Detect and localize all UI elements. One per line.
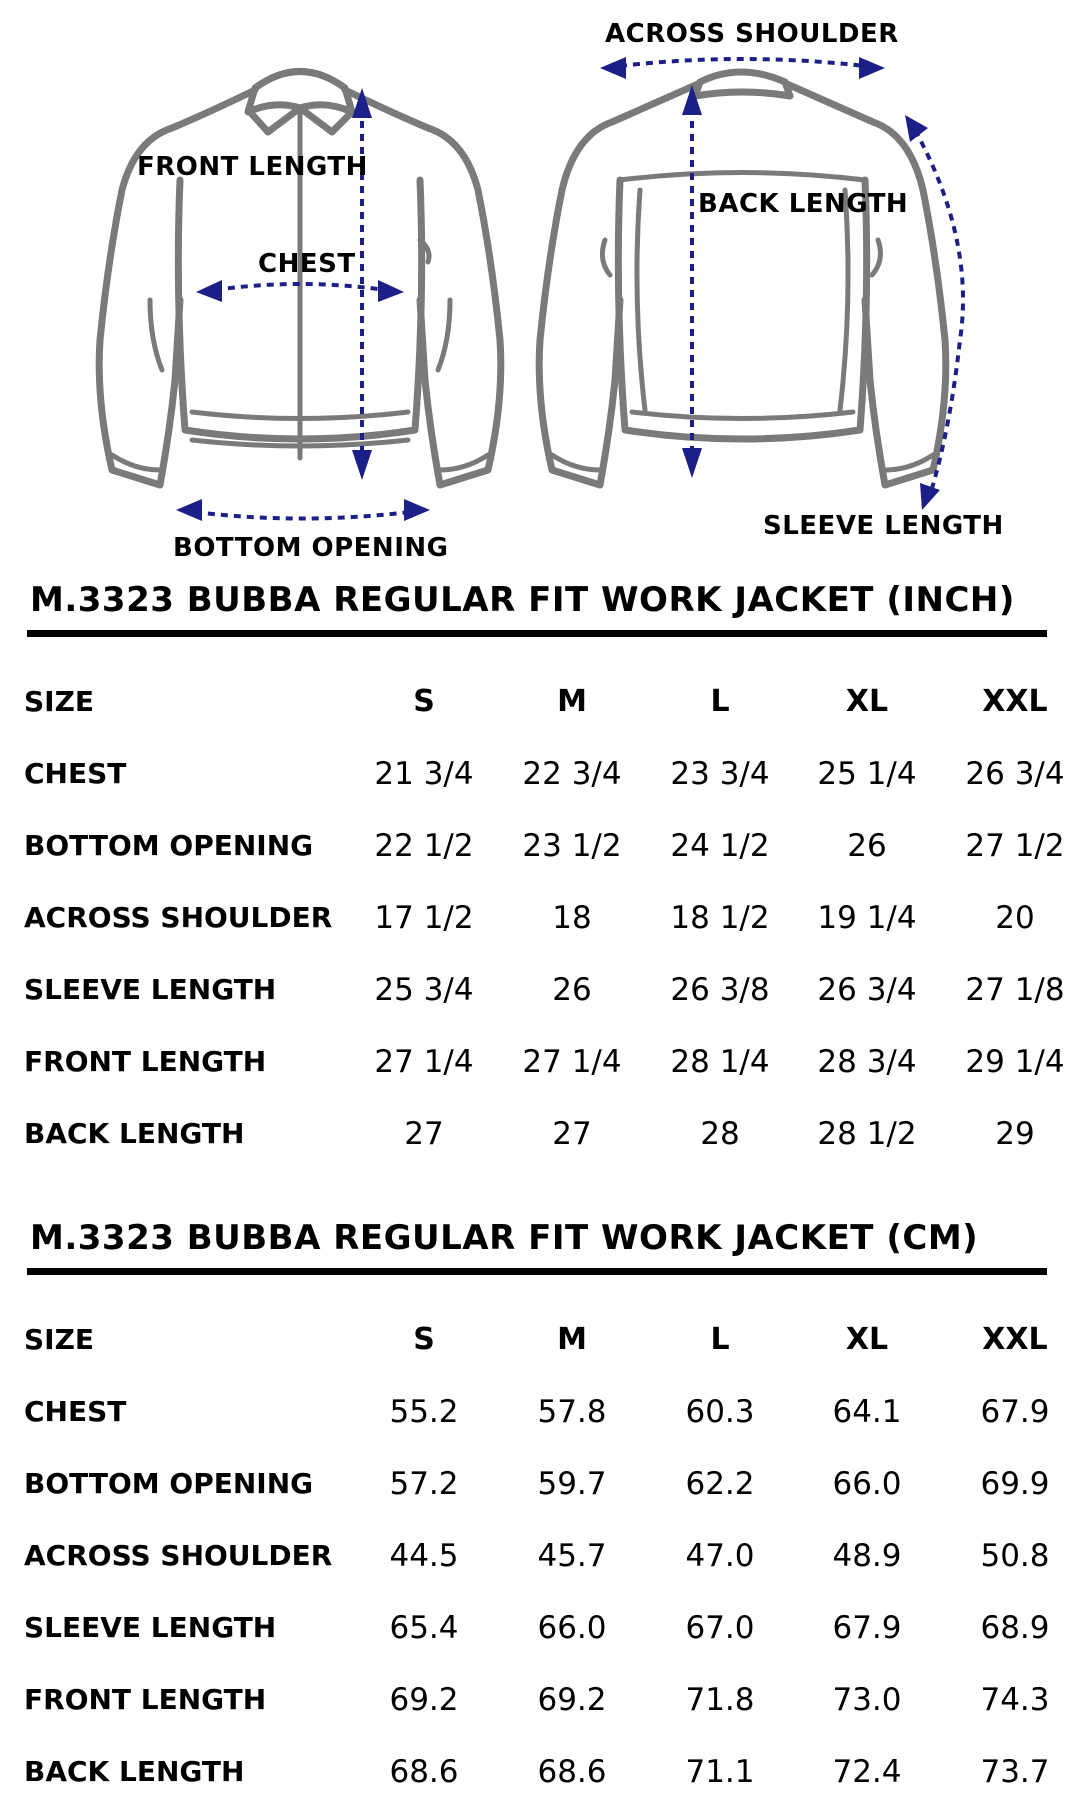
table-cell: 73.7 (980, 1754, 1050, 1790)
size-header: XXL (982, 684, 1048, 719)
table-cell: 28 1/2 (817, 1116, 917, 1152)
table-cell: 67.0 (685, 1610, 755, 1646)
table-cell: 59.7 (537, 1466, 607, 1502)
table-cell: 22 1/2 (374, 828, 474, 864)
table-cell: 26 3/4 (817, 972, 917, 1008)
table-cell: 71.1 (685, 1754, 755, 1790)
table-row (0, 1680, 1085, 1720)
row-label: SLEEVE LENGTH (24, 1611, 277, 1644)
row-label: BOTTOM OPENING (24, 1467, 314, 1500)
back-jacket-outline (539, 72, 946, 485)
table-cell: 27 1/2 (965, 828, 1065, 864)
label-across-shoulder: ACROSS SHOULDER (605, 19, 899, 49)
inch-size-section (0, 580, 1085, 1160)
label-sleeve-length: SLEEVE LENGTH (763, 511, 1004, 541)
jacket-diagram-svg (0, 0, 1085, 575)
row-label: SIZE (24, 1323, 95, 1356)
table-cell: 27 (404, 1116, 444, 1152)
table-cell: 22 3/4 (522, 756, 622, 792)
size-header: S (413, 684, 435, 719)
size-header: XL (845, 1322, 889, 1357)
table-cell: 71.8 (685, 1682, 755, 1718)
inch-table-title: M.3323 BUBBA REGULAR FIT WORK JACKET (INCH) (30, 580, 1015, 620)
table-cell: 23 3/4 (670, 756, 770, 792)
table-cell: 28 1/4 (670, 1044, 770, 1080)
measure-front-length (352, 88, 372, 480)
table-cell: 74.3 (980, 1682, 1050, 1718)
size-header: L (710, 684, 730, 719)
row-label: SIZE (24, 685, 95, 718)
row-label: FRONT LENGTH (24, 1683, 267, 1716)
label-bottom-opening: BOTTOM OPENING (173, 533, 449, 563)
size-header: S (413, 1322, 435, 1357)
row-label: ACROSS SHOULDER (24, 901, 333, 934)
size-header: M (557, 1322, 587, 1357)
label-front-length: FRONT LENGTH (137, 152, 368, 182)
size-header: M (557, 684, 587, 719)
table-cell: 44.5 (389, 1538, 459, 1574)
row-label: ACROSS SHOULDER (24, 1539, 333, 1572)
table-row (0, 1392, 1085, 1432)
table-cell: 26 (847, 828, 887, 864)
table-row (0, 970, 1085, 1010)
table-cell: 67.9 (980, 1394, 1050, 1430)
table-row (0, 1114, 1085, 1154)
table-row (0, 1464, 1085, 1504)
row-label: CHEST (24, 757, 127, 790)
table-cell: 72.4 (832, 1754, 902, 1790)
label-back-length: BACK LENGTH (698, 189, 909, 219)
row-label: SLEEVE LENGTH (24, 973, 277, 1006)
table-cell: 20 (995, 900, 1035, 936)
table-cell: 57.8 (537, 1394, 607, 1430)
table-cell: 21 3/4 (374, 756, 474, 792)
size-header: XXL (982, 1322, 1048, 1357)
table-row (0, 1608, 1085, 1648)
table-cell: 27 1/4 (374, 1044, 474, 1080)
table-cell: 19 1/4 (817, 900, 917, 936)
table-cell: 24 1/2 (670, 828, 770, 864)
table-row (0, 898, 1085, 938)
table-row (0, 1042, 1085, 1082)
table-cell: 26 3/4 (965, 756, 1065, 792)
table-row (0, 1536, 1085, 1576)
table-cell: 18 (552, 900, 592, 936)
table-cell: 60.3 (685, 1394, 755, 1430)
size-header: XL (845, 684, 889, 719)
table-cell: 69.2 (537, 1682, 607, 1718)
inch-title-divider (27, 630, 1047, 637)
table-cell: 73.0 (832, 1682, 902, 1718)
table-cell: 62.2 (685, 1466, 755, 1502)
table-cell: 69.9 (980, 1466, 1050, 1502)
table-cell: 23 1/2 (522, 828, 622, 864)
table-cell: 26 3/8 (670, 972, 770, 1008)
table-cell: 69.2 (389, 1682, 459, 1718)
table-cell: 28 (700, 1116, 740, 1152)
row-label: CHEST (24, 1395, 127, 1428)
table-cell: 68.6 (537, 1754, 607, 1790)
table-row (0, 826, 1085, 866)
table-cell: 29 1/4 (965, 1044, 1065, 1080)
table-cell: 17 1/2 (374, 900, 474, 936)
table-row (0, 1752, 1085, 1792)
table-cell: 65.4 (389, 1610, 459, 1646)
table-cell: 66.0 (537, 1610, 607, 1646)
row-label: BACK LENGTH (24, 1755, 245, 1788)
table-cell: 67.9 (832, 1610, 902, 1646)
table-cell: 28 3/4 (817, 1044, 917, 1080)
row-label: BOTTOM OPENING (24, 829, 314, 862)
table-cell: 48.9 (832, 1538, 902, 1574)
table-cell: 27 1/8 (965, 972, 1065, 1008)
measure-across-shoulder (600, 57, 885, 79)
label-chest: CHEST (258, 249, 356, 279)
table-cell: 55.2 (389, 1394, 459, 1430)
table-cell: 25 1/4 (817, 756, 917, 792)
table-cell: 66.0 (832, 1466, 902, 1502)
table-cell: 26 (552, 972, 592, 1008)
table-cell: 57.2 (389, 1466, 459, 1502)
table-header-row (0, 1320, 1085, 1360)
table-cell: 45.7 (537, 1538, 607, 1574)
table-cell: 27 1/4 (522, 1044, 622, 1080)
table-header-row (0, 682, 1085, 722)
table-cell: 64.1 (832, 1394, 902, 1430)
measurement-diagram (0, 0, 1085, 575)
table-cell: 68.6 (389, 1754, 459, 1790)
table-cell: 50.8 (980, 1538, 1050, 1574)
row-label: BACK LENGTH (24, 1117, 245, 1150)
table-cell: 25 3/4 (374, 972, 474, 1008)
table-row (0, 754, 1085, 794)
measure-bottom-opening (176, 499, 430, 521)
row-label: FRONT LENGTH (24, 1045, 267, 1078)
table-cell: 47.0 (685, 1538, 755, 1574)
table-cell: 29 (995, 1116, 1035, 1152)
table-cell: 68.9 (980, 1610, 1050, 1646)
cm-title-divider (27, 1268, 1047, 1275)
size-header: L (710, 1322, 730, 1357)
cm-size-section (0, 1218, 1085, 1808)
cm-table-title: M.3323 BUBBA REGULAR FIT WORK JACKET (CM) (30, 1218, 979, 1258)
table-cell: 27 (552, 1116, 592, 1152)
table-cell: 18 1/2 (670, 900, 770, 936)
